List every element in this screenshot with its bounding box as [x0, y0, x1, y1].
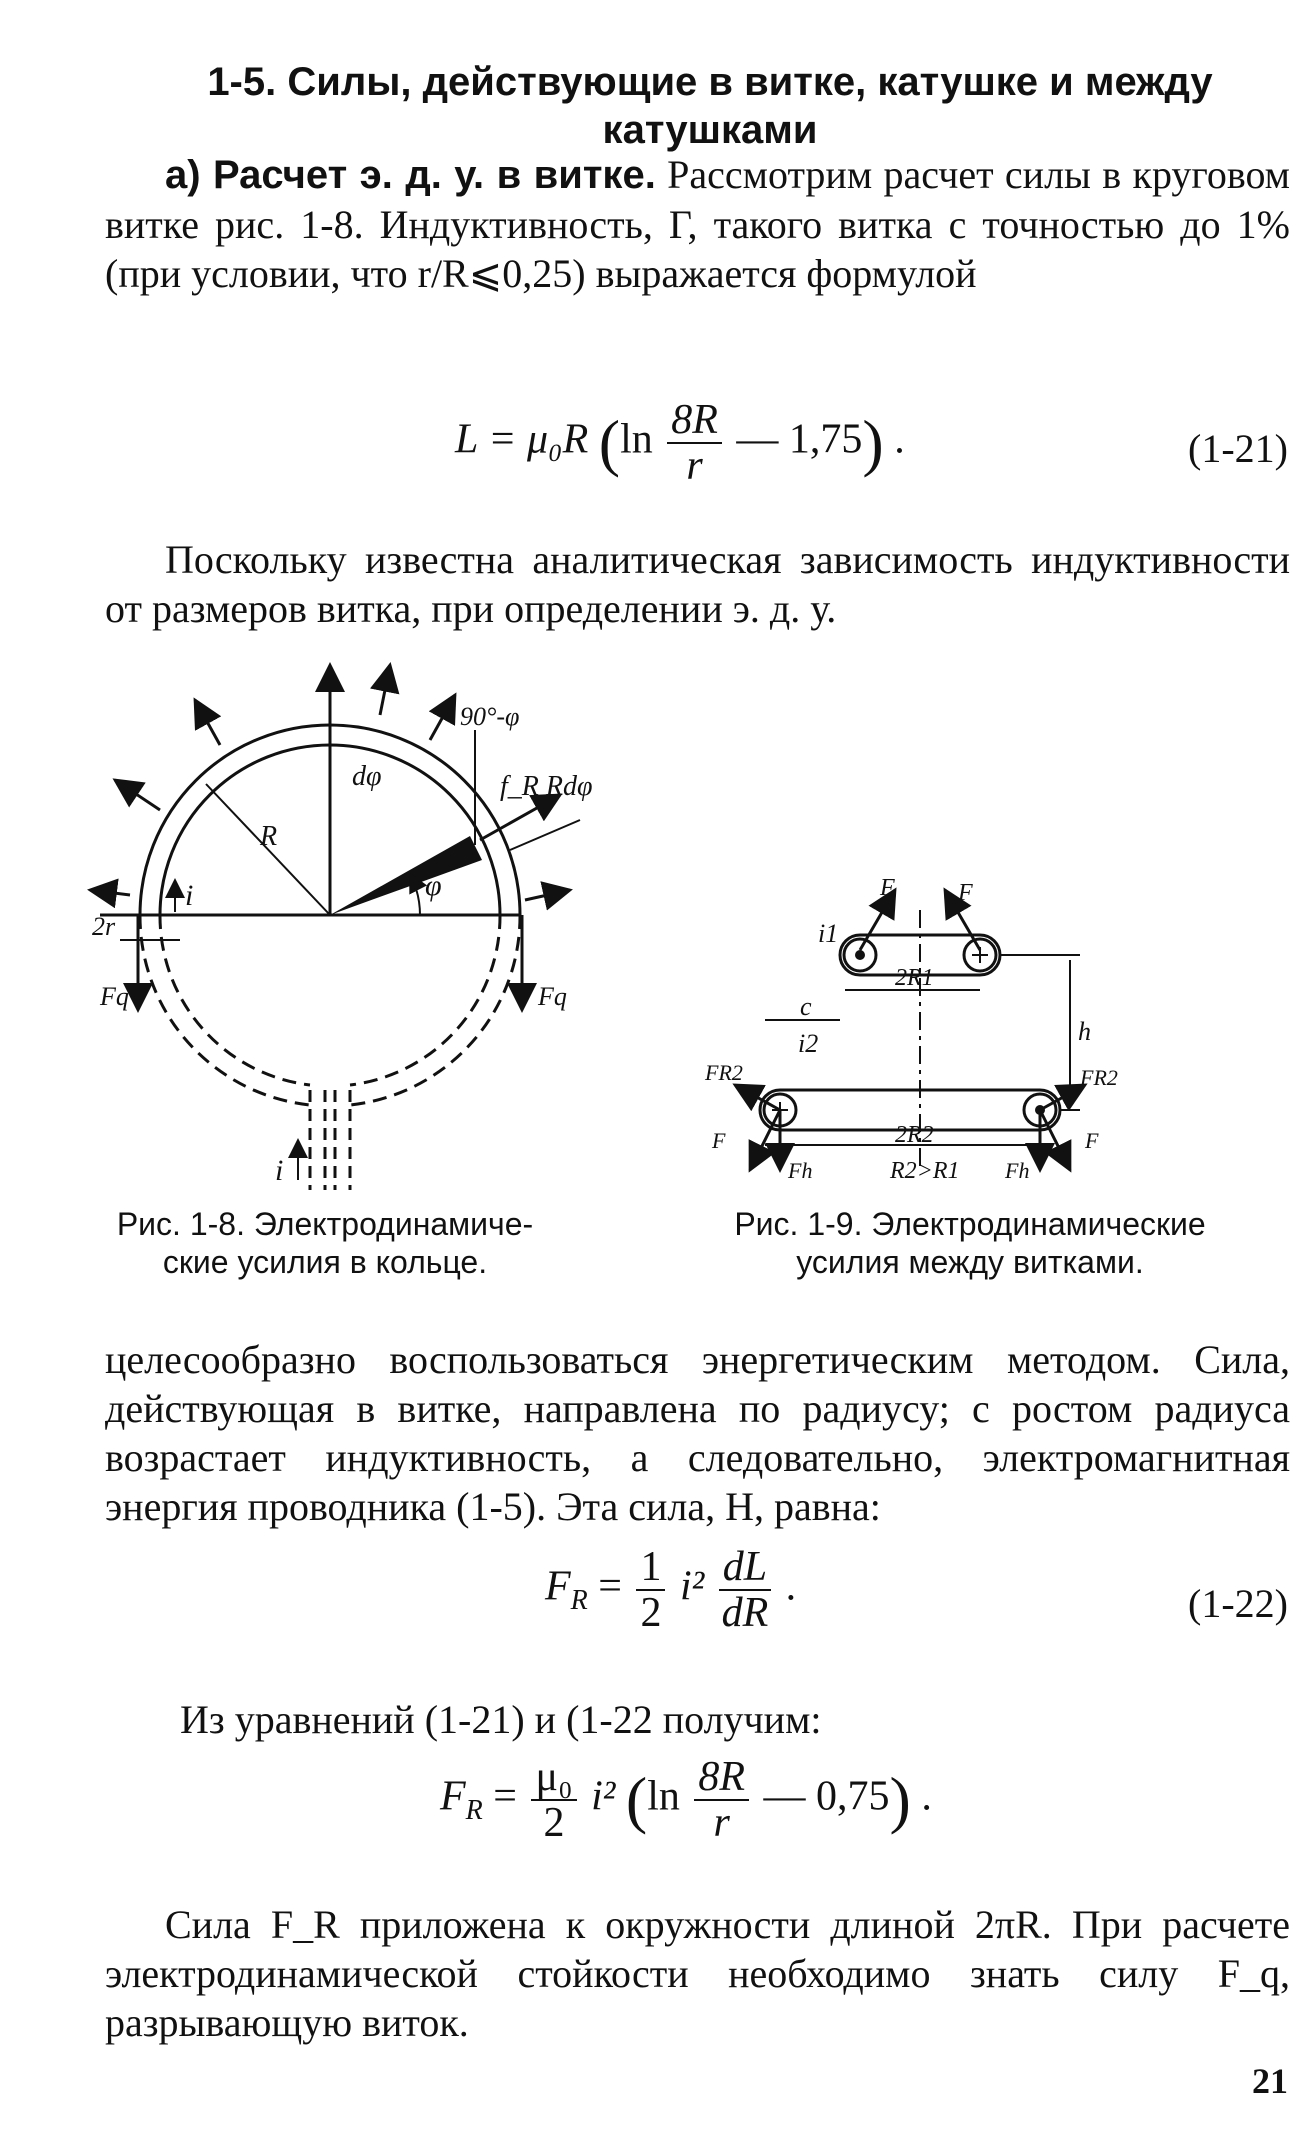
- paragraph-force-fq-text: Сила F_R приложена к окружности длиной 2πR. При расчете электродинамической стойкости необходимо знать силу F_q, разрывающую виток.: [105, 1902, 1290, 2045]
- formula-fr-den1: 2: [543, 1800, 565, 1846]
- formula-1-21-lhs: L = μ₀R: [455, 416, 589, 463]
- paragraph-inductance: [105, 535, 1290, 633]
- fig-1-8-label-angle: 90°-φ: [460, 702, 520, 731]
- formula-fr-eq: =: [493, 1773, 528, 1820]
- fig-1-8-label-force: f_R Rdφ: [500, 771, 593, 802]
- section-title: [160, 58, 1260, 154]
- paragraph-inductance-text: Поскольку известна аналитическая зависимость индуктивности от размеров витка, при определении э. д. у.: [105, 537, 1290, 631]
- formula-1-22-num2: dL: [719, 1545, 771, 1591]
- formula-fr-num1: μ₀: [531, 1755, 576, 1801]
- formula-1-22-den1: 2: [640, 1590, 662, 1636]
- formula-1-21-num: 8R: [667, 398, 722, 444]
- formula-fr-den2: r: [713, 1800, 730, 1846]
- formula-1-22-dot: .: [785, 1563, 797, 1610]
- fig-1-8-label-fq-left: Fq: [100, 982, 129, 1011]
- formula-1-21-ln: ln: [620, 416, 653, 463]
- formula-fr-ln: ln: [647, 1773, 680, 1820]
- formula-1-22-eq: =: [598, 1563, 633, 1610]
- fig-1-9-label-F-right: F: [1085, 1128, 1099, 1153]
- caption-fig-1-8-line2: ские усилия в кольце.: [162, 1244, 488, 1280]
- formula-fr-num2: 8R: [694, 1755, 749, 1801]
- formula-fr-fraction-mu: [531, 1755, 576, 1845]
- formula-1-22-den2: dR: [721, 1590, 769, 1636]
- paragraph-from-equations-text: Из уравнений (1-21) и (1-22 получим:: [180, 1697, 822, 1742]
- formula-fr-rest: — 0,75: [763, 1773, 890, 1820]
- paragraph-force-fq: [105, 1900, 1290, 2047]
- caption-fig-1-9: [690, 1205, 1250, 1281]
- fig-1-8-label-R: R: [260, 821, 278, 852]
- fig-1-8-label-phi: φ: [425, 869, 442, 902]
- section-title-line1: 1-5. Силы, действующие в витке, катушке и между: [207, 60, 1213, 104]
- fig-1-8-label-2r: 2r: [92, 912, 116, 941]
- fig-1-8-label-fq-right: Fq: [538, 982, 567, 1011]
- paragraph-intro: [105, 150, 1290, 298]
- equation-number-1-22: (1-22): [1188, 1581, 1288, 1626]
- fig-1-9-label-F-top-left: F: [880, 875, 895, 901]
- formula-1-21-fraction: [667, 398, 722, 488]
- figure-1-8: [80, 650, 700, 1190]
- formula-1-22-fraction-half: [636, 1545, 665, 1635]
- formula-1-22-lhs-sub: R: [570, 1585, 588, 1617]
- formula-1-22-num1: 1: [636, 1545, 665, 1591]
- paragraph-energy-method: [105, 1335, 1290, 1531]
- fig-1-8-label-dphi: dφ: [352, 761, 382, 792]
- page-number: 21: [1252, 2061, 1288, 2101]
- formula-fr-dot: .: [910, 1773, 932, 1820]
- caption-fig-1-8-line1: Рис. 1-8. Электродинамиче-: [116, 1206, 534, 1242]
- fig-1-9-label-FR2-right: FR2: [1080, 1065, 1118, 1090]
- fig-1-9-label-i2: i2: [798, 1029, 819, 1058]
- formula-fr-i2: i²: [591, 1773, 616, 1820]
- section-title-line2: катушками: [602, 108, 818, 152]
- formula-1-21: L = μ₀R (ln $\frac{8R}{r}$ — 1,75) .: [455, 397, 905, 489]
- paragraph-from-equations: [105, 1695, 1290, 1744]
- paragraph-intro-body: Рассмотрим расчет силы в круговом витке рис. 1-8. Индуктивность, Г, такого витка с точностью до 1% (при условии, что r/R⩽0,25) выражается формулой: [105, 152, 1290, 296]
- fig-1-9-label-2R1: 2R1: [895, 965, 934, 991]
- formula-1-21-rest: — 1,75: [736, 416, 863, 463]
- figure-1-9: [700, 875, 1270, 1184]
- paragraph-energy-method-text: целесообразно воспользоваться энергетическим методом. Сила, действующая в витке, направлена по радиусу; с ростом радиуса возрастает индуктивность, а следовательно, электромагнитная энергия проводника (1-5). Эта сила, Н, равна:: [105, 1337, 1290, 1529]
- fig-1-9-label-FR2-left: FR2: [705, 1060, 743, 1085]
- fig-1-9-label-Fh-right: Fh: [1005, 1158, 1030, 1183]
- fig-1-9-label-F-left: F: [712, 1128, 726, 1153]
- fig-1-8-label-i-bottom: i: [275, 1154, 284, 1187]
- formula-fr-result: $F_R$ = $\frac{\text{μ₀}}{2}$ i² (ln $\frac{8R}{r}$ — 0,75) .: [440, 1754, 932, 1846]
- fig-1-9-label-F-top-right: F: [958, 880, 973, 906]
- caption-fig-1-8: [95, 1205, 555, 1281]
- formula-1-22: [545, 1545, 796, 1635]
- formula-1-22-lhs: F: [545, 1563, 571, 1610]
- formula-1-21-den: r: [686, 443, 703, 489]
- fig-1-8-label-i-top: i: [185, 879, 194, 912]
- paragraph-intro-lead: а) Расчет э. д. у. в витке.: [165, 153, 656, 197]
- fig-1-9-label-h: h: [1078, 1017, 1091, 1046]
- fig-1-9-label-2R2: 2R2: [895, 1122, 934, 1148]
- caption-fig-1-9-line1: Рис. 1-9. Электродинамические: [734, 1206, 1206, 1242]
- formula-fr-fraction-log: [694, 1755, 749, 1845]
- formula-fr-lhs-sub: R: [465, 1795, 483, 1827]
- equation-number-1-21: (1-21): [1188, 426, 1288, 471]
- formula-1-22-i2: i²: [679, 1563, 705, 1610]
- formula-1-22-fraction-derivative: [719, 1545, 771, 1635]
- fig-1-9-label-Fh-left: Fh: [788, 1158, 813, 1183]
- caption-fig-1-9-line2: усилия между витками.: [796, 1244, 1144, 1280]
- fig-1-9-label-R2-gt-R1: R2>R1: [890, 1158, 960, 1184]
- fig-1-9-label-c: c: [800, 992, 812, 1021]
- fig-1-9-label-i1: i1: [818, 919, 839, 948]
- formula-fr-lhs: F: [440, 1773, 466, 1820]
